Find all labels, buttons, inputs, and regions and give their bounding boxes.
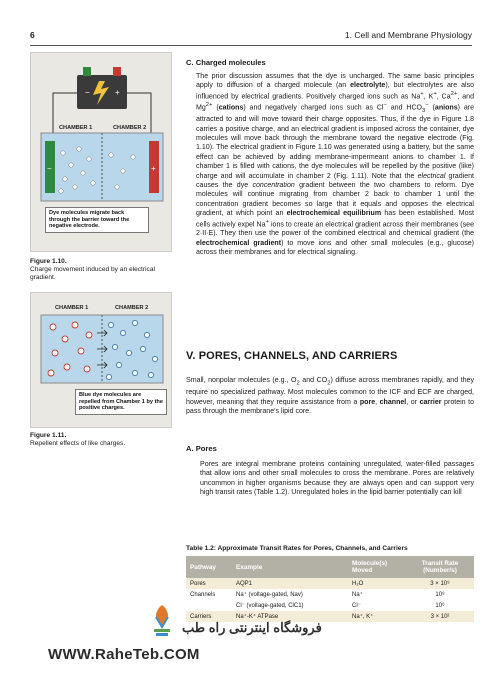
section-c-title: C. Charged molecules [186,58,266,67]
transit-rate-table [186,556,474,622]
text-run: protein to pass through the membrane's lipid core. [186,398,475,416]
table-header-row [186,556,474,578]
page-number: 6 [30,30,35,40]
svg-text:+: + [115,88,120,97]
table-cell [186,600,232,611]
term-carrier: carrier [419,398,442,406]
chapter-title: 1. Cell and Membrane Physiology [344,30,472,40]
term-electrochemical-gradient: electrochemical gradient [196,239,282,247]
battery-negative-terminal [83,67,91,76]
table-cell: Cl⁻ (voltage-gated, ClC1) [232,600,348,611]
watermark-logo-icon [150,603,174,637]
figure-1-10-caption [30,258,172,283]
svg-text:−: − [85,88,90,97]
text-run: ) and negatively charged ions such as Cl [243,103,384,111]
text-run: ( [212,103,219,111]
table-cell: H₂O [348,578,406,589]
page-header [30,30,472,44]
fig1-callout: Dye molecules migrate back through the barrier toward the negative electrode. [45,207,149,233]
table-cell: 3 × 10⁹ [406,578,474,589]
text-run: , and Mg [196,93,474,111]
term-electrolyte: electrolyte [350,82,386,90]
term-anions: anions [434,103,458,111]
figure-1-11-text: Repellent effects of like charges. [30,440,126,448]
table-cell: Carriers [186,611,232,622]
table-header-cell: Molecule(s) Moved [348,556,406,578]
text-run: , [375,398,380,406]
fig1-chamber2-label: CHAMBER 2 [113,125,147,131]
section-v-title: V. PORES, CHANNELS, AND CARRIERS [186,350,398,362]
section-a-paragraph: Pores are integral membrane proteins containing unregulated, water-filled passages that allow ions and other small molecules to cross the membrane. Pores are relatively uncommon in higher organisms because they are always open and can support very high transit rates (Table 1.2). Unregulated holes in the lipid barrier potentially can kill [200,461,474,497]
figure-1-11-label: Figure 1.11. [30,432,67,439]
term-pore: pore [359,398,376,406]
section-c-paragraph: The prior discussion assumes that the dye is uncharged. The same basic principles apply to diffusion of a charged molecule (an electrolyte), but electrolytes are also influenced by electrical gradients. Positively charged ions such as Na+, K+, $Ca^{2+}$, and $Mg^{2+}$ (cations) and negatively charged ions such as Cl− and $HCO_3^-$ (anions) are attracted to and will move toward their charge opposites. Thus, if the dye in Figure 1.8 carries a positive charge, and an electrical gradient is imposed across the container, dye molecules will move back through the membrane toward the negative electrode (Fig. 1.10). The electrical gradient in Figure 1.10 was generated using a battery, but the same effect can be achieved by adding membrane-impermeant anions to chamber 1. If chamber 1 is filled with cations, the dye molecules will be repelled by the positive (like) charge and will accumulate in chamber 2 (Fig. 1.11). Note that the electrical gradient causes the dye concentration gradient between the two chambers to reform. Dye molecules will continue migrating from chamber 2 back to chamber 1 until the concentration gradient becomes so large that it equals and opposes the electrical gradient, at which point an electrochemical equilibrium has been established. Most cells actively expel Na+ ions to create an electrical gradient across their membranes (see 2·II·E). They then use the power of the combined electrical and chemical gradient (the electrochemical gradient) to move ions and other small molecules (e.g., glucose) across their membranes and for electrical signaling. [196,73,475,257]
section-a-title: A. Pores [186,444,217,453]
table-cell: 3 × 10² [406,611,474,622]
svg-text:+: + [151,164,156,173]
fig2-chamber1-label: CHAMBER 1 [55,305,89,311]
figure-1-11 [30,292,172,428]
text-run: and CO [299,377,328,384]
term-cations: cations [218,103,244,111]
table-cell: Channels [186,589,232,600]
table-cell: 10⁶ [406,600,474,611]
text-run: has been established. Most cells actively expel Na [196,210,474,228]
header-rule [30,45,472,46]
table-cell: Na⁺-K⁺ ATPase [232,611,348,622]
table-cell: Cl⁻ [348,600,406,611]
fig1-chamber1-label: CHAMBER 1 [59,125,93,131]
fig2-chamber2-label: CHAMBER 2 [115,305,149,311]
text-run: ), but electrolytes are also influenced by electrical gradients. Positively charged ions such as Na [196,82,475,101]
figure-1-11-caption [30,432,172,448]
table-cell: Pores [186,578,232,589]
figure-1-10-text: Charge movement induced by an electrical gradient. [30,266,155,282]
table-header-cell: Transit Rate (Number/s) [406,556,474,578]
text-run: The prior discussion assumes that the dye is uncharged. The same basic principles apply to diffusion of a charged molecule (an [196,73,474,90]
figure-1-10 [30,52,172,252]
figure-1-10-label: Figure 1.10. [30,258,67,265]
table-cell: Na⁺ [348,589,406,600]
text-run: , Ca [436,93,451,101]
text-run: Small, nonpolar molecules (e.g., O [186,377,297,384]
text-run: , K [423,93,434,101]
table-title: Table 1.2: Approximate Transit Rates for Pores, Channels, and Carriers [186,545,408,552]
watermark-url-link[interactable]: WWW.RaheTeb.COM [48,646,200,663]
text-run: ) diffuse across membranes rapidly, and they require no specialized pathway. Most molecules common to the ICF and ECF are charged, however, meaning that they require assistance from a [186,377,474,406]
text-run: ) are attracted to and will move toward their charge opposites. Thus, if the dye in Figure 1.8 carries a positive charge, and an electrical gradient is imposed across the container, dye molecules will move back through the membrane toward the negative electrode (Fig. 1.10). The electrical gradient in Figure 1.10 was generated using a battery, but the same effect can be achieved by adding membrane-impermeant anions to chamber 1. If chamber 1 is filled with cations, the dye molecules will be repelled by the positive (like) charge and will accumulate in chamber 2 (Fig. 1.11). Note that the [196,103,474,180]
table-row [186,578,474,589]
battery-positive-terminal [113,67,121,76]
table-header-cell: Pathway [186,556,232,578]
text-run: gradient causes the dye [196,172,474,189]
section-c-body [186,72,474,258]
table-header-cell: Example [232,556,348,578]
emph-concentration: concentration [252,181,295,189]
text-run: ( [428,103,435,111]
fig2-callout: Blue dye molecules are repelled from Chamber 1 by the positive charges. [75,389,167,415]
table-row [186,589,474,600]
text-run: gradient between the two chambers to reform. Dye molecules will continue migrating from chamber 2 back to chamber 1 until the concentration gradient becomes so large that it equals and opposes the electrical gradient, at which point an [196,181,474,218]
emph-electrical: electrical [417,172,446,180]
svg-text:−: − [47,164,52,173]
text-run: ions to create an electrical gradient across their membranes (see 2·II·E). They then use the power of the combined electrical and chemical gradient (the [196,220,474,238]
watermark-persian: فروشگاه اینترنتی راه طب [182,620,322,635]
table-cell: AQP1 [232,578,348,589]
section-v-paragraph: Small, nonpolar molecules (e.g., $O_2$ and $CO_2$) diffuse across membranes rapidly, and they require no specialized pathway. Most molecules common to the ICF and ECF are charged, however, meaning that they require assistance from a pore, channel, or carrier protein to pass through the membrane's lipid core. [186,377,475,416]
table-cell: Na⁺ (voltage-gated, Nav) [232,589,348,600]
text-run: ) to move ions and other small molecules (e.g., glucose) across their membranes and for electrical signaling. [196,239,475,257]
text-run: , or [406,398,420,406]
text-run: and HCO [386,103,423,111]
table-row [186,600,474,611]
term-channel: channel [379,398,407,406]
table-cell: 10⁸ [406,589,474,600]
table-cell: Na⁺, K⁺ [348,611,406,622]
term-electrochemical-equilibrium: electrochemical equilibrium [286,210,382,218]
